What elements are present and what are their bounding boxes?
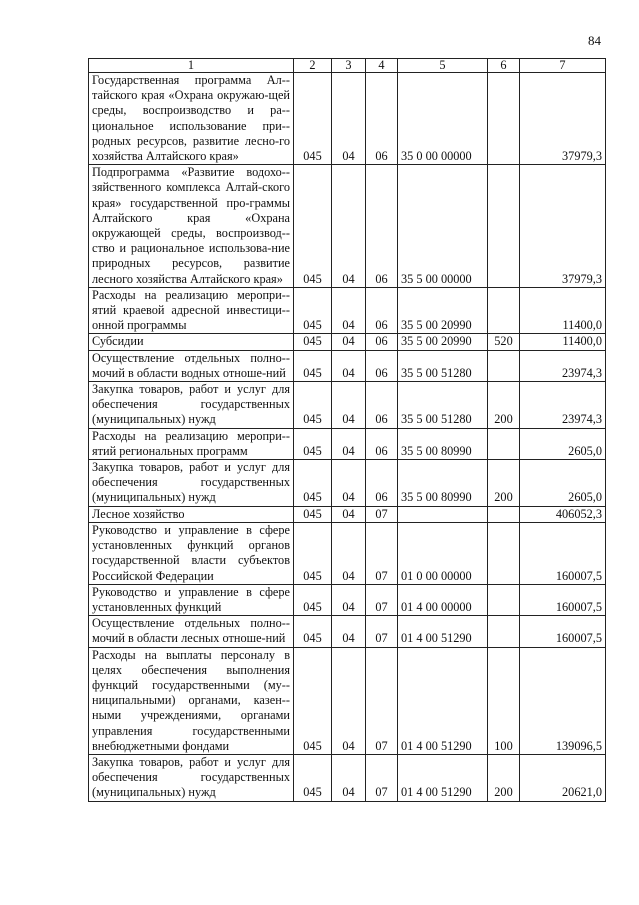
section-code: 04 (332, 460, 366, 507)
target-article-code: 35 5 00 00000 (398, 165, 488, 288)
ministry-code: 045 (294, 506, 332, 522)
budget-table (88, 58, 606, 802)
amount: 160007,5 (520, 522, 606, 584)
expense-type-code (488, 584, 520, 615)
item-name: Закупка товаров, работ и услуг для обеспечения государственных (муниципальных) нужд (89, 382, 294, 429)
section-code: 04 (332, 287, 366, 334)
ministry-code: 045 (294, 334, 332, 350)
item-name: Руководство и управление в сфере установленных функций органов государственной власти субъектов Российской Федерации (89, 522, 294, 584)
table-row (89, 334, 606, 350)
ministry-code: 045 (294, 522, 332, 584)
ministry-code: 045 (294, 73, 332, 165)
amount: 11400,0 (520, 287, 606, 334)
subsection-code: 07 (366, 584, 398, 615)
subsection-code: 07 (366, 647, 398, 754)
section-code: 04 (332, 350, 366, 381)
section-code: 04 (332, 382, 366, 429)
expense-type-code (488, 73, 520, 165)
amount: 160007,5 (520, 584, 606, 615)
target-article-code: 35 5 00 80990 (398, 460, 488, 507)
table-row (89, 287, 606, 334)
header-cell: 7 (520, 59, 606, 73)
ministry-code: 045 (294, 616, 332, 647)
target-article-code: 35 5 00 51280 (398, 382, 488, 429)
expense-type-code (488, 287, 520, 334)
table-row (89, 460, 606, 507)
expense-type-code: 200 (488, 382, 520, 429)
item-name: Осуществление отдельных полно-мочий в области лесных отноше-ний (89, 616, 294, 647)
target-article-code: 35 5 00 20990 (398, 334, 488, 350)
item-name: Расходы на выплаты персоналу в целях обеспечения выполнения функций государственными (му-ниципальными) органами, казен-ными учреждениями, органами управления государственными внебюджетными фондами (89, 647, 294, 754)
ministry-code: 045 (294, 165, 332, 288)
header-cell: 3 (332, 59, 366, 73)
subsection-code: 06 (366, 428, 398, 459)
table-row (89, 428, 606, 459)
subsection-code: 06 (366, 334, 398, 350)
target-article-code: 01 4 00 51290 (398, 616, 488, 647)
section-code: 04 (332, 647, 366, 754)
target-article-code: 35 5 00 51280 (398, 350, 488, 381)
ministry-code: 045 (294, 382, 332, 429)
header-cell: 6 (488, 59, 520, 73)
item-name: Субсидии (89, 334, 294, 350)
expense-type-code (488, 428, 520, 459)
subsection-code: 06 (366, 460, 398, 507)
subsection-code: 06 (366, 73, 398, 165)
header-cell: 2 (294, 59, 332, 73)
section-code: 04 (332, 334, 366, 350)
table-row (89, 350, 606, 381)
subsection-code: 06 (366, 287, 398, 334)
subsection-code: 07 (366, 522, 398, 584)
target-article-code: 01 4 00 51290 (398, 754, 488, 801)
ministry-code: 045 (294, 460, 332, 507)
item-name: Лесное хозяйство (89, 506, 294, 522)
item-name: Осуществление отдельных полно-мочий в области водных отноше-ний (89, 350, 294, 381)
expense-type-code (488, 350, 520, 381)
amount: 2605,0 (520, 428, 606, 459)
table-row (89, 382, 606, 429)
amount: 11400,0 (520, 334, 606, 350)
subsection-code: 07 (366, 754, 398, 801)
table-row (89, 584, 606, 615)
section-code: 04 (332, 754, 366, 801)
ministry-code: 045 (294, 584, 332, 615)
item-name: Подпрограмма «Развитие водохо-зяйственного комплекса Алтай-ского края» государственной про-граммы Алтайского края «Охрана окружающей среды, воспроизвод-ство и рациональное использова-ние природных ресурсов, развитие лесного хозяйства Алтайского края» (89, 165, 294, 288)
amount: 139096,5 (520, 647, 606, 754)
section-code: 04 (332, 506, 366, 522)
target-article-code: 35 5 00 80990 (398, 428, 488, 459)
amount: 23974,3 (520, 382, 606, 429)
header-row (89, 59, 606, 73)
amount: 37979,3 (520, 73, 606, 165)
item-name: Государственная программа Ал-тайского края «Охрана окружаю-щей среды, воспроизводство и ра-циональное использование при-родных ресурсов, развитие лесно-го хозяйства Алтайского края» (89, 73, 294, 165)
section-code: 04 (332, 73, 366, 165)
section-code: 04 (332, 428, 366, 459)
header-cell: 4 (366, 59, 398, 73)
target-article-code: 01 4 00 00000 (398, 584, 488, 615)
expense-type-code (488, 506, 520, 522)
target-article-code: 01 4 00 51290 (398, 647, 488, 754)
expense-type-code (488, 522, 520, 584)
target-article-code (398, 506, 488, 522)
subsection-code: 06 (366, 382, 398, 429)
item-name: Закупка товаров, работ и услуг для обеспечения государственных (муниципальных) нужд (89, 754, 294, 801)
section-code: 04 (332, 584, 366, 615)
amount: 2605,0 (520, 460, 606, 507)
amount: 37979,3 (520, 165, 606, 288)
expense-type-code: 200 (488, 460, 520, 507)
table-row (89, 647, 606, 754)
item-name: Расходы на реализацию меропри-ятий краевой адресной инвестици-онной программы (89, 287, 294, 334)
subsection-code: 07 (366, 506, 398, 522)
amount: 23974,3 (520, 350, 606, 381)
item-name: Закупка товаров, работ и услуг для обеспечения государственных (муниципальных) нужд (89, 460, 294, 507)
expense-type-code (488, 616, 520, 647)
amount: 20621,0 (520, 754, 606, 801)
section-code: 04 (332, 522, 366, 584)
item-name: Расходы на реализацию меропри-ятий региональных программ (89, 428, 294, 459)
table-row (89, 73, 606, 165)
section-code: 04 (332, 616, 366, 647)
target-article-code: 01 0 00 00000 (398, 522, 488, 584)
section-code: 04 (332, 165, 366, 288)
ministry-code: 045 (294, 647, 332, 754)
subsection-code: 06 (366, 165, 398, 288)
ministry-code: 045 (294, 428, 332, 459)
table-row (89, 506, 606, 522)
item-name: Руководство и управление в сфере установленных функций (89, 584, 294, 615)
amount: 160007,5 (520, 616, 606, 647)
expense-type-code: 520 (488, 334, 520, 350)
target-article-code: 35 5 00 20990 (398, 287, 488, 334)
header-cell: 5 (398, 59, 488, 73)
amount: 406052,3 (520, 506, 606, 522)
table-row (89, 165, 606, 288)
expense-type-code: 200 (488, 754, 520, 801)
subsection-code: 06 (366, 350, 398, 381)
target-article-code: 35 0 00 00000 (398, 73, 488, 165)
subsection-code: 07 (366, 616, 398, 647)
ministry-code: 045 (294, 754, 332, 801)
ministry-code: 045 (294, 350, 332, 381)
page-number: 84 (588, 33, 601, 48)
header-cell: 1 (89, 59, 294, 73)
ministry-code: 045 (294, 287, 332, 334)
expense-type-code: 100 (488, 647, 520, 754)
table-row (89, 754, 606, 801)
table-row (89, 616, 606, 647)
table-row (89, 522, 606, 584)
expense-type-code (488, 165, 520, 288)
